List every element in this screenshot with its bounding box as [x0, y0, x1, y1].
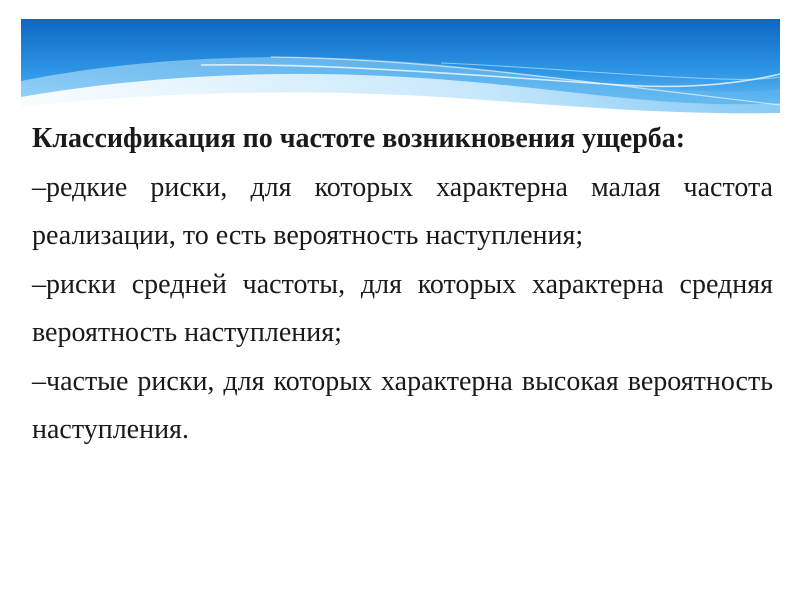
list-item-frequent-risks: –частые риски, для которых характерна высокая вероятность наступления. [32, 365, 773, 445]
list-item-medium-risks: –риски средней частоты, для которых характерна средняя вероятность наступления; [32, 268, 773, 348]
slide-body [32, 115, 773, 455]
header-banner [21, 19, 780, 117]
slide-heading: Классификация по частоте возникновения ущерба: [32, 123, 686, 154]
wave-banner-graphic [21, 19, 780, 117]
list-item-rare-risks: –редкие риски, для которых характерна малая частота реализации, то есть вероятность наступления; [32, 171, 773, 251]
